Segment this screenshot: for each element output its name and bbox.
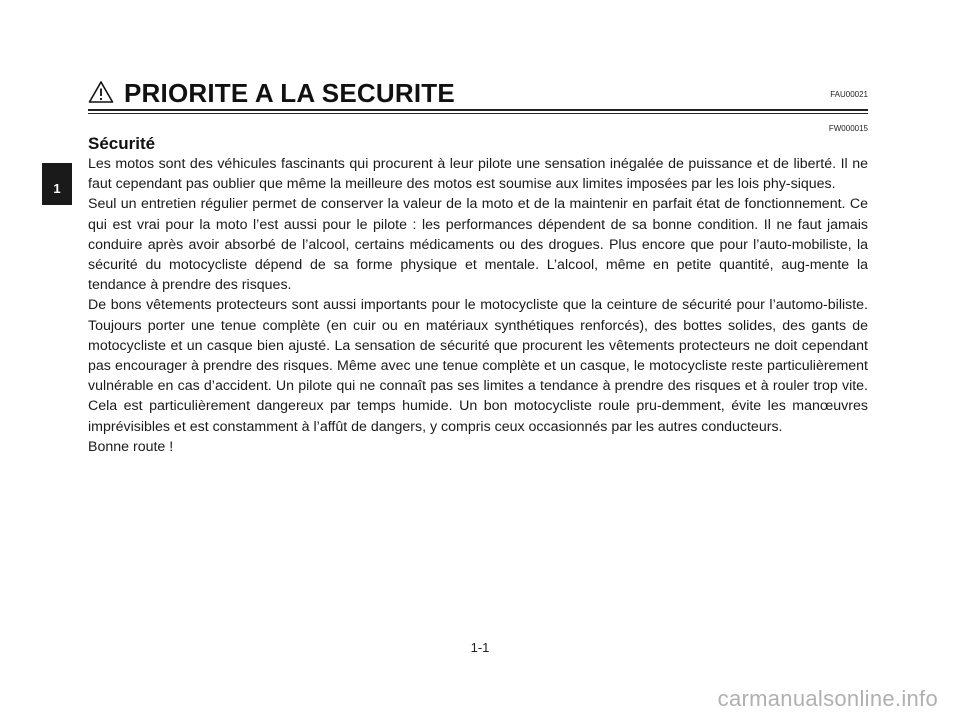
page-number: 1-1 <box>470 640 490 655</box>
paragraph: Seul un entretien régulier permet de conserver la valeur de la moto et de la maintenir en parfait état de fonctionnement. Ce qui est vrai pour la moto l’est aussi pour le pilote : les performances dépendent de sa bonne condition. Il ne faut jamais conduire après avoir absorbé de l’alcool, certains médicaments ou des drogues. Plus encore que pour l’auto-mobiliste, la sécurité du motocycliste dépend de sa forme physique et mentale. L’alcool, même en petite quantité, aug-mente la tendance à prendre des risques. <box>88 196 868 294</box>
page-header <box>88 76 868 112</box>
section-title: Sécurité <box>88 134 156 153</box>
watermark: carmanualsonline.info <box>717 686 938 711</box>
warning-triangle-icon <box>88 80 114 104</box>
paragraph: Les motos sont des véhicules fascinants qui procurent à leur pilote une sensation inégalée de puissance et de liberté. Il ne faut cependant pas oublier que même la meilleure des motos est soumise aux limites imposées par les lois phy-siques. <box>88 156 868 193</box>
chapter-tab: 1 <box>42 163 72 205</box>
section-code: FW000015 <box>828 124 868 133</box>
paragraph: De bons vêtements protecteurs sont aussi importants pour le motocycliste que la ceinture de sécurité pour l’automo-biliste. Toujours porter une tenue complète (en cuir ou en matériaux synthétiques renforcés), des bottes solides, des gants de motocycliste et un casque bien ajusté. La sensation de sécurité que procurent les vêtements protecteurs ne doit cependant pas encourager à prendre des risques. Même avec une tenue complète et un casque, le motocycliste reste particulièrement vulnérable en cas d’accident. Un pilote qui ne connaît pas ses limites a tendance à prendre des risques et à rouler trop vite. Cela est particulièrement dangereux par temps humide. Un bon motocycliste roule pru-demment, évite les manœuvres imprévisibles et est constamment à l’affût de dangers, y compris ceux occasionnés par les autres conducteurs. <box>88 297 868 435</box>
header-rule-thin <box>88 113 868 114</box>
paragraph: Bonne route ! <box>88 438 174 455</box>
header-rule-thick <box>88 109 868 111</box>
header-code: FAU00021 <box>830 90 868 99</box>
page-title: PRIORITE A LA SECURITE <box>124 78 455 108</box>
section-body <box>88 154 868 457</box>
